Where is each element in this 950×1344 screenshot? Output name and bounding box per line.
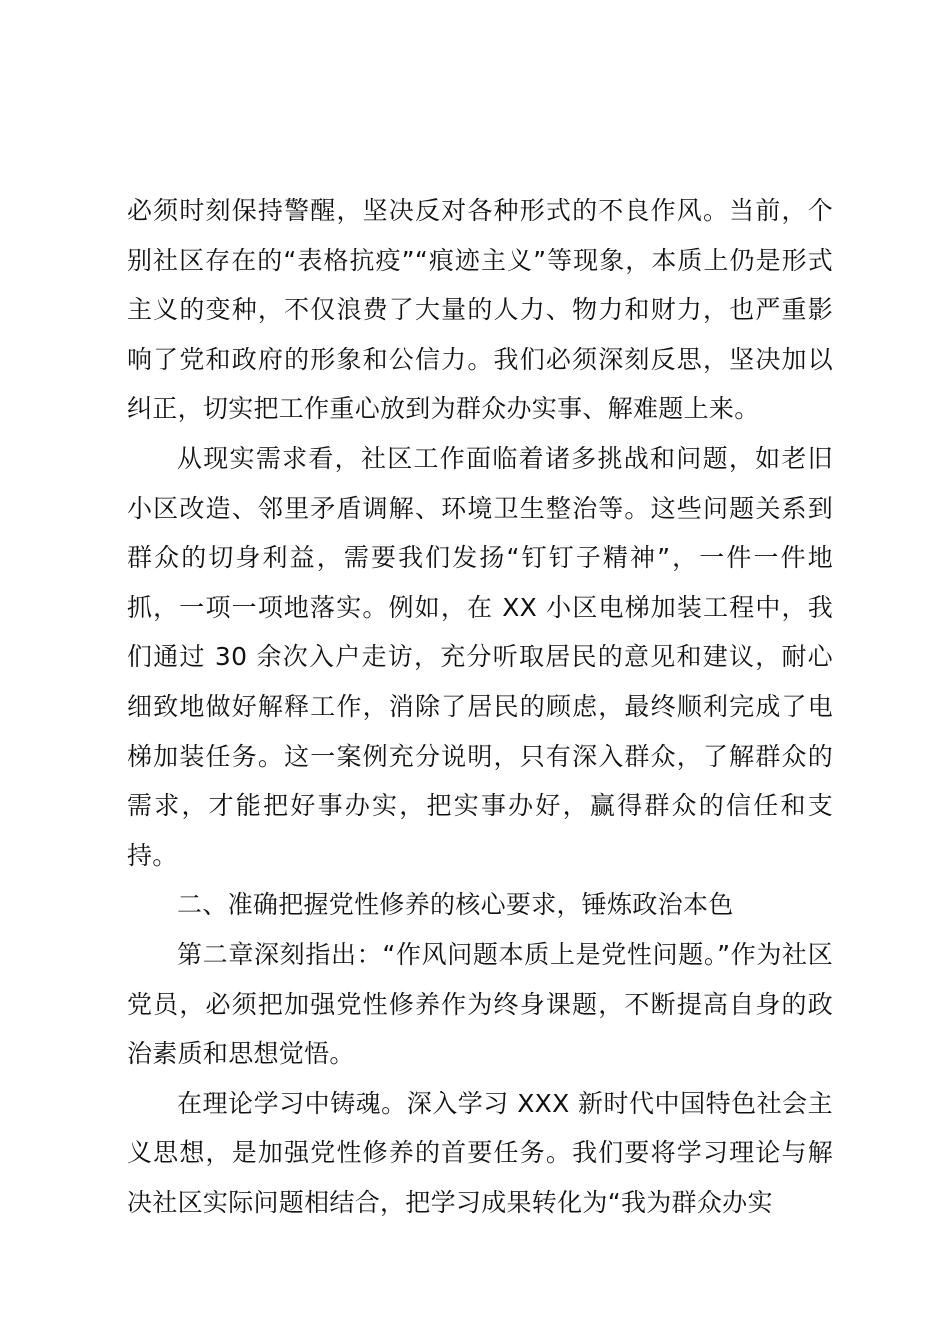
paragraph-3: 第二章深刻指出：“作风问题本质上是党性问题。”作为社区党员，必须把加强党性修养作为终身课题，不断提高自身的政治素质和思想觉悟。 xyxy=(127,939,833,1069)
section-heading: 二、准确把握党性修养的核心要求，锤炼政治本色 xyxy=(177,890,734,920)
document-body xyxy=(127,186,833,1227)
paragraph-1: 必须时刻保持警醒，坚决反对各种形式的不良作风。当前，个别社区存在的“表格抗疫”“痕迹主义”等现象，本质上仍是形式主义的变种，不仅浪费了大量的人力、物力和财力，也严重影响了党和政府的形象和公信力。我们必须深刻反思，坚决加以纠正，切实把工作重心放到为群众办实事、解难题上来。 xyxy=(127,196,833,424)
paragraph-4: 在理论学习中铸魂。深入学习 XXX 新时代中国特色社会主义思想，是加强党性修养的首要任务。我们要将学习理论与解决社区实际问题相结合，把学习成果转化为“我为群众办实 xyxy=(127,1088,833,1217)
paragraph-2: 从现实需求看，社区工作面临着诸多挑战和问题，如老旧小区改造、邻里矛盾调解、环境卫生整治等。这些问题关系到群众的切身利益，需要我们发扬“钉钉子精神”，一件一件地抓，一项一项地落实。例如，在 XX 小区电梯加装工程中，我们通过 30 余次入户走访，充分听取居民的意见和建议，耐心细致地做好解释工作，消除了居民的顾虑，最终顺利完成了电梯加装任务。这一案例充分说明，只有深入群众，了解群众的需求，才能把好事办实，把实事办好，赢得群众的信任和支持。 xyxy=(127,443,833,870)
